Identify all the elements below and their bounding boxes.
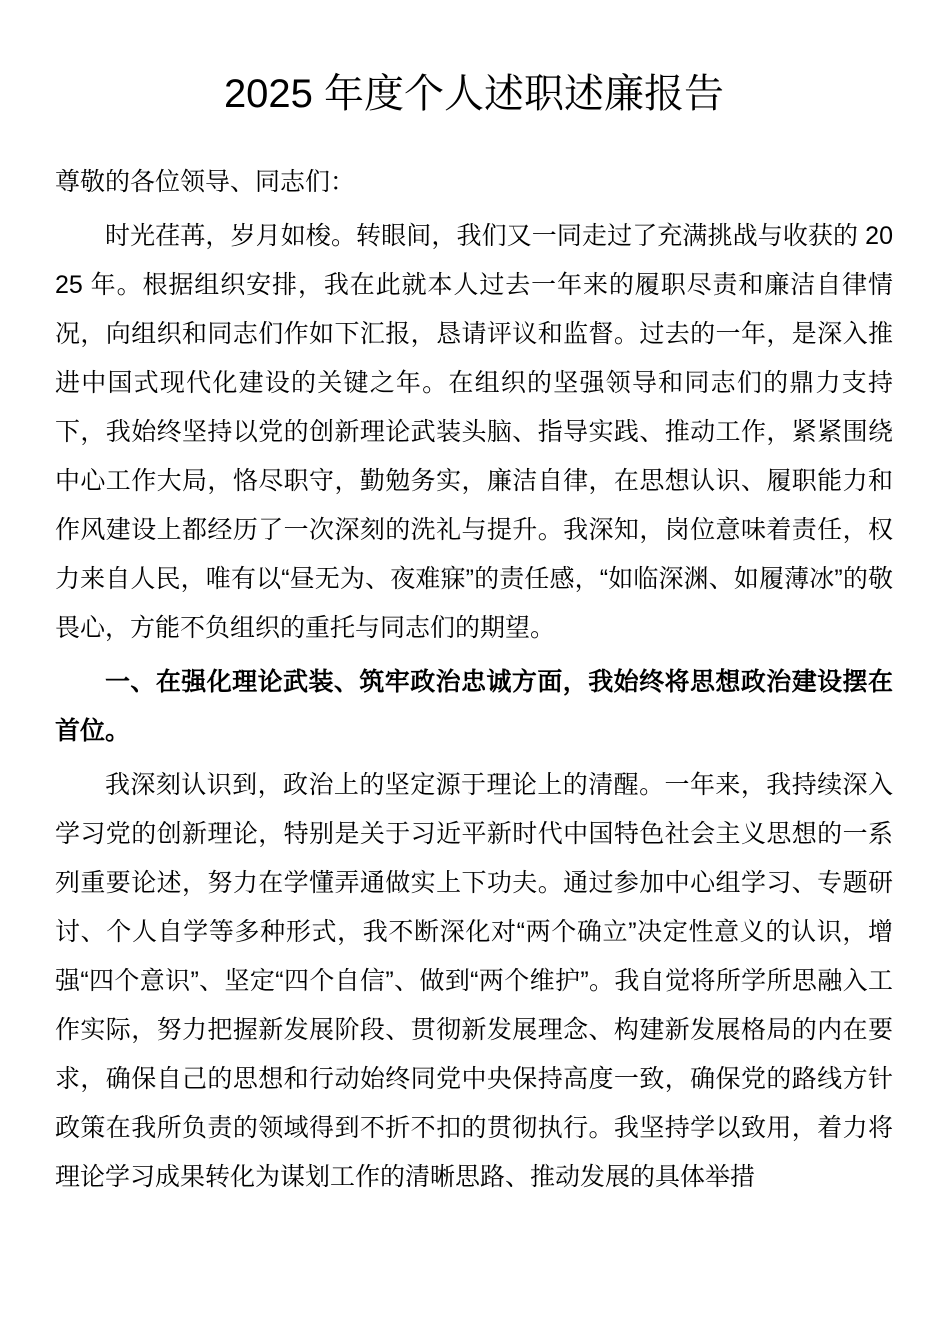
- document-title: 2025 年度个人述职述廉报告: [223, 72, 725, 116]
- paragraph-opening: 时光荏苒，岁月如梭。转眼间，我们又一同走过了充满挑战与收获的 2025 年。根据组织安排，我在此就本人过去一年来的履职尽责和廉洁自律情况，向组织和同志们作如下汇报，恳请评议和监督。过去的一年，是深入推进中国式现代化建设的关键之年。在组织的坚强领导和同志们的鼎力支持下，我始终坚持以党的创新理论武装头脑、指导实践、推动工作，紧紧围绕中心工作大局，恪尽职守，勤勉务实，廉洁自律，在思想认识、履职能力和作风建设上都经历了一次深刻的洗礼与提升。我深知，岗位意味着责任，权力来自人民，唯有以“昼无为、夜难寐”的责任感，“如临深渊、如履薄冰”的敬畏心，方能不负组织的重托与同志们的期望。: [55, 222, 893, 642]
- salutation: 尊敬的各位领导、同志们：: [55, 168, 356, 196]
- paragraph-section-1-body: 我深刻认识到，政治上的坚定源于理论上的清醒。一年来，我持续深入学习党的创新理论，特别是关于习近平新时代中国特色社会主义思想的一系列重要论述，努力在学懂弄通做实上下功夫。通过参加中心组学习、专题研讨、个人自学等多种形式，我不断深化对“两个确立”决定性意义的认识，增强“四个意识”、坚定“四个自信”、做到“两个维护”。我自觉将所学所思融入工作实际，努力把握新发展阶段、贯彻新发展理念、构建新发展格局的内在要求，确保自己的思想和行动始终同党中央保持高度一致，确保党的路线方针政策在我所负责的领域得到不折不扣的贯彻执行。我坚持学以致用，着力将理论学习成果转化为谋划工作的清晰思路、推动发展的具体举措: [55, 771, 893, 1191]
- section-heading-1: 一、在强化理论武装、筑牢政治忠诚方面，我始终将思想政治建设摆在首位。: [55, 668, 893, 745]
